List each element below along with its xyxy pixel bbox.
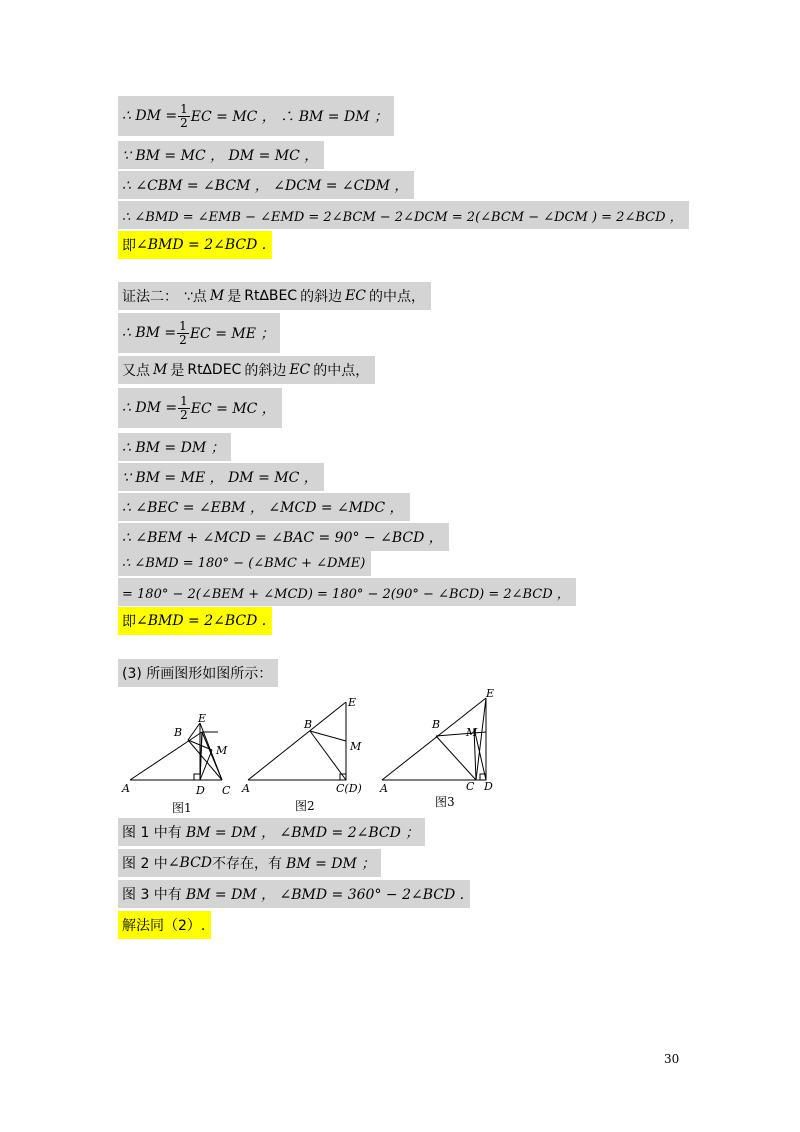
chinese-text: 解法同（2）. [122,918,206,934]
fraction-numerator: 1 [179,318,187,333]
proof1-line-2 [118,141,324,169]
proof2-line-6 [118,463,324,491]
fig1-line [130,732,202,780]
math-text: ∵ BM = ME ， DM = MC ， [122,470,318,486]
math-text: ∠BCD [167,855,213,871]
fig3-label-m: M [466,726,478,739]
fig3-line [382,698,486,780]
fig3-label-e: E [486,688,495,700]
fig3-caption: 图3 [435,795,455,809]
fraction-denominator: 2 [180,115,188,130]
math-text: ∴ ∠BEC = ∠EBM ， ∠MCD = ∠MDC ， [122,500,404,516]
math-text: BM = DM ； [286,856,376,872]
chinese-text: 证法二： [122,289,178,305]
fig3-label-b: B [432,718,441,731]
fig2-caption: 图2 [295,799,315,813]
fig2-label-a: A [242,782,250,795]
part3-conclusion [118,911,211,939]
fig2-line [248,702,346,780]
fig2-label-m: M [350,740,362,753]
math-text: ∴ ∠CBM = ∠BCM ， ∠DCM = ∠CDM ， [122,178,409,194]
fig1-label-d: D [196,784,205,797]
fig1-label-b: B [174,726,183,739]
math-text: ∠BMD = 2∠BCD . [136,237,267,253]
chinese-text: 即 [122,238,136,254]
chinese-text: 图 2 中 [122,856,168,872]
part3-heading [118,659,278,687]
geometry-figures [120,688,498,814]
proof2-line-8 [118,523,449,551]
math-text: ∴ BM = [122,325,177,341]
page-number: 30 [664,1052,680,1066]
fraction-numerator: 1 [180,393,188,408]
math-text: EC = MC ， ∴ BM = DM ； [190,109,388,125]
math-text: ∴ ∠BMD = 180° − (∠BMC + ∠DME) [122,556,366,571]
fraction-denominator: 2 [179,332,187,347]
proof1-line-4 [118,201,689,229]
chinese-text: (3) 所画图形如图所示： [122,666,273,682]
math-text: EC [289,362,311,378]
math-text: ∵ BM = MC ， DM = MC ， [122,148,319,164]
chinese-text: 图 3 中有 [122,887,182,903]
math-text: M [153,362,168,378]
fig3-line [436,736,476,780]
fig2-label-e: E [348,696,357,709]
math-text: EC = MC ， [190,401,276,417]
fraction-denominator: 2 [180,407,188,422]
fig1-label-a: A [122,782,130,795]
fig3-label-c: C [466,780,475,793]
fig2-line [310,731,346,780]
proof1-line-3 [118,171,414,199]
proof1-line-1 [118,96,394,136]
fraction-half [177,320,189,346]
fig1-label-m: M [216,744,228,757]
math-text: ∴ BM = DM ； [122,440,225,456]
fig1-label-c: C [222,784,231,797]
fig2-line [310,731,346,741]
math-text: ∴ DM = [122,400,178,416]
proof2-line-7 [118,493,410,521]
chinese-text: Rt∆BEC [244,288,298,304]
math-text: ∠BMD = 2∠BCD . [136,613,267,629]
part3-line-3 [118,880,470,908]
fig3-line [436,732,486,736]
fraction-half [178,103,190,129]
part3-line-1 [118,818,425,846]
math-text: = 180° − 2(∠BEM + ∠MCD) = 180° − 2(90° − ∠BCD) = 2∠BCD ， [122,586,570,602]
chinese-text: 的中点， [369,289,426,305]
proof2-line-4 [118,388,282,428]
chinese-text: 的斜边 [300,289,343,305]
chinese-text: 即 [122,614,136,630]
chinese-text: 不存在，有 [212,856,283,872]
math-text: ∴ DM = [122,108,178,124]
math-text: ∴ ∠BEM + ∠MCD = ∠BAC = 90° − ∠BCD ， [122,530,443,546]
fig3-label-a: A [380,782,388,795]
proof2-line-10 [118,578,576,606]
math-text: M [209,288,225,304]
chinese-text: 的斜边 [244,363,287,379]
chinese-text: 又点 [122,363,150,379]
figures-panel [120,688,498,814]
part3-line-2 [118,849,381,877]
chinese-text: 的中点， [313,363,370,379]
proof2-line-9 [118,551,371,576]
proof2-line-2 [118,313,280,353]
math-text: BM = DM ， ∠BMD = 2∠BCD ； [185,825,420,841]
fraction-half [178,395,190,421]
fig1-caption: 图1 [172,801,192,814]
fraction-numerator: 1 [180,101,188,116]
math-text: ∴ ∠BMD = ∠EMB − ∠EMD = 2∠BCM − 2∠DCM = 2(∠BCM − ∠DCM ) = 2∠BCD ， [122,209,683,225]
proof2-line-5 [118,433,231,461]
proof2-line-3 [118,356,375,384]
chinese-text: 是 [227,289,242,305]
chinese-text: ∵点 [184,289,207,305]
fig1-right-angle [194,774,200,780]
proof1-conclusion [118,231,272,259]
chinese-text: 是 [170,363,185,379]
fig2-label-b: B [304,718,313,731]
math-text: EC [345,288,367,304]
fig1-line [200,750,212,780]
fig1-label-e: E [198,712,207,725]
math-text: EC = ME ； [189,326,275,342]
proof2-line-1 [118,282,431,310]
fig3-line [476,698,486,780]
fig2-label-cd: C(D) [336,782,362,795]
chinese-text: 图 1 中有 [122,825,182,841]
proof2-conclusion [118,607,272,635]
fig3-label-d: D [484,780,493,793]
math-text: BM = DM ， ∠BMD = 360° − 2∠BCD . [185,887,465,903]
chinese-text: Rt∆DEC [187,362,242,378]
